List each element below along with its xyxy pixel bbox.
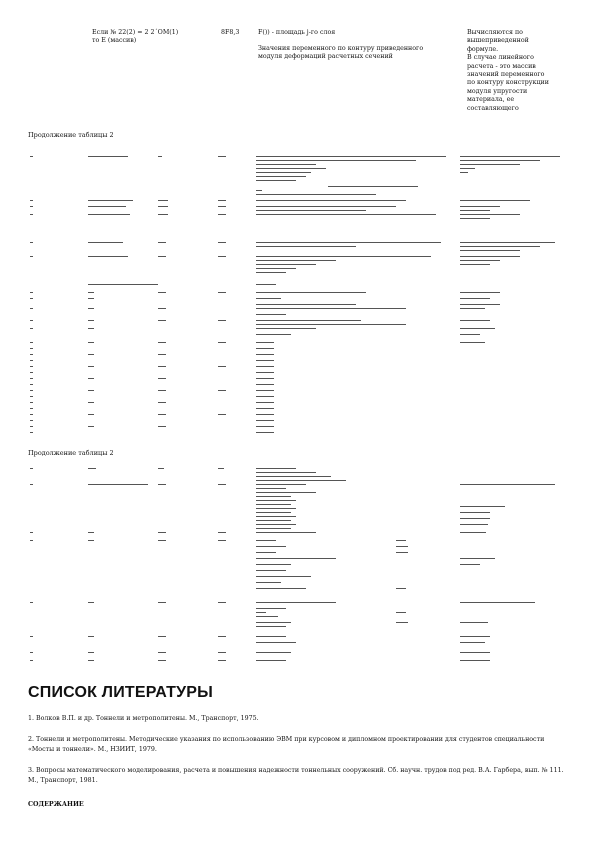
reference-item: 2. Тоннели и метрополитены. Методические указания по использованию ЭВМ при курсовом и дипломном проектировании для студентов специальности «Мосты и тоннели». М., НЗИИТ, 1979. [28,736,545,753]
table-of-contents-label: СОДЕРЖАНИЕ [28,801,84,808]
header-col4: Вычисляются по вышеприведенной формуле. В случае линейного расчета - это массив значений переменного по контуру конструкции модуля упругости материала, ее составляющего [467,29,549,112]
continuation-table-1 [28,148,568,440]
table-continuation-caption-1: Продолжение таблицы 2 [28,131,114,139]
header-col2: 8F8,3 [221,29,240,36]
reference-item: 3. Вопросы математического моделирования, расчета и повышения надежности тоннельных сооружений. Сб. научн. трудов под ред. В.А. Гарбера, вып. № 111. М., Транспорт, 1981. [28,767,564,784]
header-col1: Если № 22(2) = 2 2´ОМ(1) то Е (массив) [92,29,179,44]
continuation-table-2 [28,466,568,671]
table-continuation-caption-2: Продолжение таблицы 2 [28,449,114,457]
header-col3-line2: Значения переменного по контуру приведенного модуля деформаций расчетных сечений [258,45,424,60]
header-col3-line1: F()) - площадь j-го слоя [258,29,336,36]
section-title-references: СПИСОК ЛИТЕРАТУРЫ [28,684,214,701]
reference-item: 1. Волков В.П. и др. Тоннели и метрополитены. М., Транспорт, 1975. [28,715,259,722]
